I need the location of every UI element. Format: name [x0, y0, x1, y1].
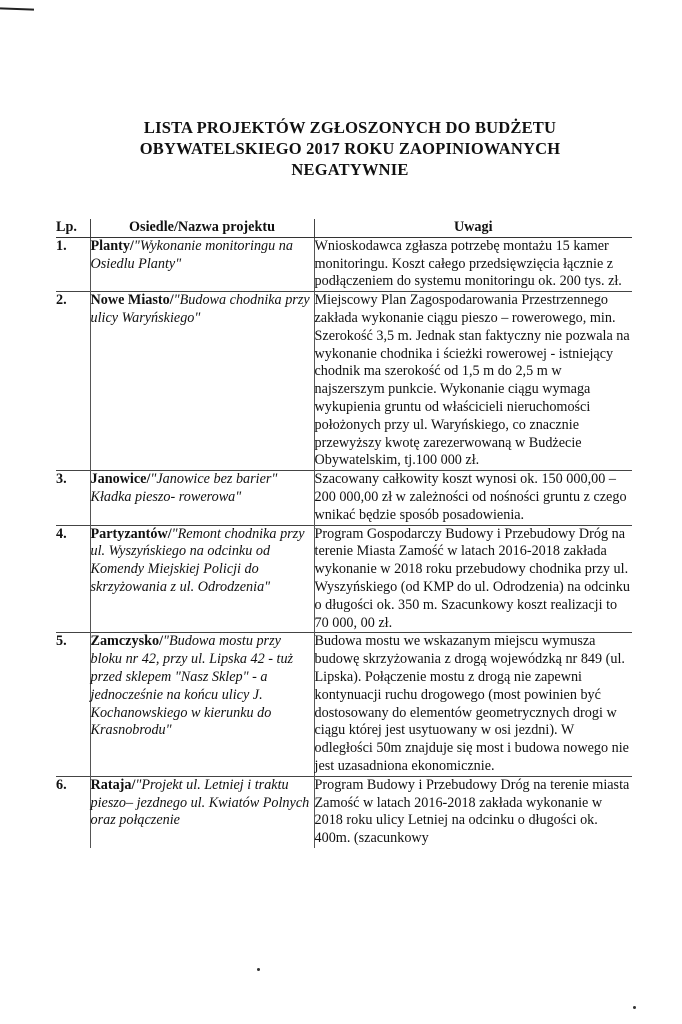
- projects-table: [56, 219, 632, 848]
- row-number: 3.: [56, 471, 90, 525]
- project-title: "Projekt ul. Letniej i traktu pieszo– jezdnego ul. Kwiatów Polnych oraz połączenie: [90, 776, 310, 829]
- project-name-cell: [90, 776, 314, 848]
- row-number: 1.: [56, 237, 90, 291]
- scan-mark: [0, 7, 34, 10]
- project-title: "Remont chodnika przy ul. Wyszyńskiego na odcinku od Komendy Miejskiej Policji do skrzyżowania z ul. Odrodzenia": [90, 525, 305, 595]
- row-number: 5.: [56, 633, 90, 776]
- estate-name: Nowe Miasto/: [90, 292, 174, 309]
- project-name-cell: [90, 633, 314, 776]
- remarks-cell: Program Budowy i Przebudowy Dróg na terenie miasta Zamość w latach 2016-2018 zakłada wykonanie w 2018 roku ulicy Letniej na odcinku o długości ok. 400m. (szacunkowy: [314, 776, 632, 848]
- estate-name: Partyzantów/: [90, 525, 172, 542]
- remarks-cell: Program Gospodarczy Budowy i Przebudowy Dróg na terenie Miasta Zamość w latach 2016-2018 zakłada wykonanie w 2018 roku przebudowy chodnika przy ul. Wyszyńskiego (od KMP do ul. Odrodzenia) na odcinku o długości ok. 350 m. Szacunkowy koszt realizacji to 70 000, 00 zł.: [314, 525, 632, 633]
- scan-speck: [257, 968, 260, 971]
- estate-name: Planty/: [90, 237, 134, 254]
- title-line-2: OBYWATELSKIEGO 2017 ROKU ZAOPINIOWANYCH: [139, 139, 561, 158]
- project-name-cell: [90, 237, 314, 291]
- remarks-cell: Budowa mostu we wskazanym miejscu wymusza budowę skrzyżowania z drogą wojewódzką nr 849 (ul. Lipska). Połączenie mostu z drogą nie zapewni kontynuacji ruchu drogowego (most powinien być dostosowany do elementów geometrycznych drogi w ciągu której jest usytuowany w osi jezdni). W odległości 50m znajduje się most i budowa nowego nie jest uzasadniona ekonomicznie.: [314, 633, 632, 776]
- title-line-3: NEGATYWNIE: [291, 160, 409, 179]
- row-number: 2.: [56, 292, 90, 471]
- estate-name: Rataja/: [90, 776, 136, 793]
- project-title: "Janowice bez barier" Kładka pieszo- rowerowa": [90, 471, 278, 505]
- table-row: [56, 776, 632, 848]
- table-row: [56, 471, 632, 525]
- project-name-cell: [90, 292, 314, 471]
- project-name-cell: [90, 525, 314, 633]
- estate-name: Zamczysko/: [90, 633, 164, 650]
- scan-speck: [633, 1006, 636, 1009]
- remarks-cell: Wnioskodawca zgłasza potrzebę montażu 15 kamer monitoringu. Koszt całego przedsięwzięcia łącznie z podłączeniem do systemu monitoringu ok. 200 tys. zł.: [314, 237, 632, 291]
- project-title: "Wykonanie monitoringu na Osiedlu Planty": [90, 237, 293, 272]
- table-row: [56, 633, 632, 776]
- row-number: 4.: [56, 525, 90, 633]
- project-title: "Budowa mostu przy bloku nr 42, przy ul. Lipska 42 - tuż przed sklepem "Nasz Sklep" - a jednocześnie na końcu ulicy J. Kochanowskiego w kierunku do Krasnobrodu": [90, 633, 294, 739]
- row-number: 6.: [56, 776, 90, 848]
- header-name: Osiedle/Nazwa projektu: [90, 219, 314, 237]
- table-row: [56, 525, 632, 633]
- table-header-row: [56, 219, 632, 237]
- table-row: [56, 292, 632, 471]
- page-title: [70, 117, 630, 180]
- remarks-cell: Szacowany całkowity koszt wynosi ok. 150 000,00 – 200 000,00 zł w zależności od nośności gruntu z czego wnikać będzie sposób posadowienia.: [314, 471, 632, 525]
- table-row: [56, 237, 632, 291]
- remarks-cell: Miejscowy Plan Zagospodarowania Przestrzennego zakłada wykonanie ciągu pieszo – rowerowego, min. Szerokość 3,5 m. Jednak stan faktyczny nie pozwala na wykonanie chodnika i ścieżki rowerowej - istniejący chodnik ma szerokość od 1,5 m do 2,5 m w najszerszym punkcie. Wykonanie ciągu wymaga wykupienia gruntu od właścicieli nieruchomości położonych przy ul. Waryńskiego, co znacznie przewyższy kwotę zarezerwowaną w Budżecie Obywatelskim, tj.100 000 zł.: [314, 292, 632, 471]
- estate-name: Janowice/: [90, 471, 151, 488]
- title-line-1: LISTA PROJEKTÓW ZGŁOSZONYCH DO BUDŻETU: [143, 118, 557, 137]
- header-lp: Lp.: [56, 219, 90, 237]
- project-name-cell: [90, 471, 314, 525]
- project-title: "Budowa chodnika przy ulicy Waryńskiego": [90, 292, 310, 326]
- header-remarks: Uwagi: [314, 219, 632, 237]
